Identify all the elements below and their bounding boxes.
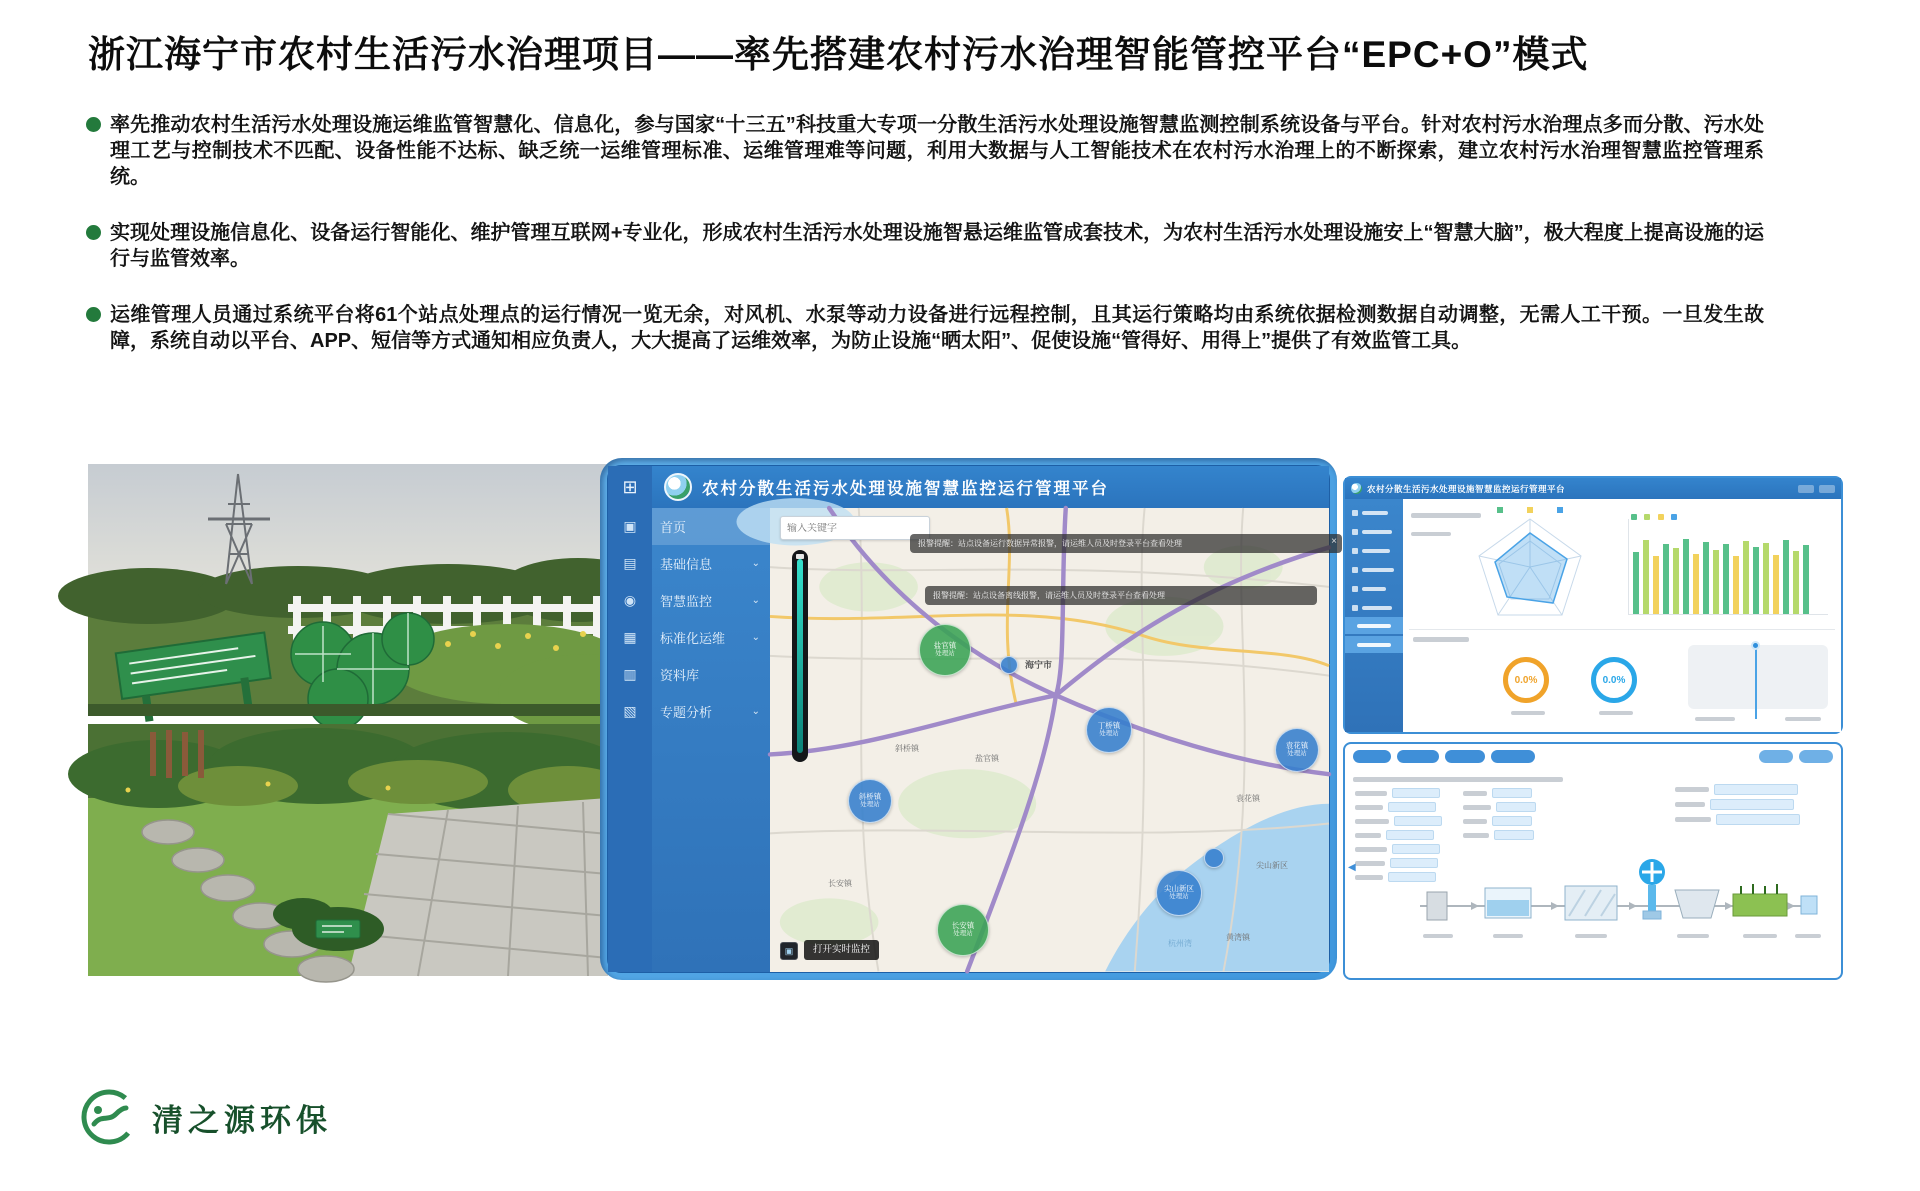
divider	[1409, 629, 1835, 630]
photo-site-fence	[88, 464, 608, 716]
platform-logo-icon	[1351, 483, 1362, 494]
alert-toast	[910, 534, 1342, 553]
home-icon[interactable]: ▣	[623, 518, 637, 534]
sidebar-menu	[652, 508, 770, 972]
brand-logo-icon	[78, 1086, 140, 1148]
gauge-value: 0.0%	[1514, 674, 1538, 686]
map-label: 海宁市	[1025, 660, 1053, 670]
marker-town: 斜桥镇	[858, 791, 882, 801]
station-marker[interactable]	[1086, 707, 1132, 753]
station-marker[interactable]	[848, 779, 892, 823]
analysis-icon[interactable]: ▧	[623, 703, 637, 719]
station-marker[interactable]	[937, 904, 989, 956]
marker-town: 丁桥镇	[1097, 720, 1121, 730]
chevron-down-icon: ⌄	[751, 558, 760, 569]
marker-sub: 处理站	[1287, 750, 1307, 758]
alert-text: 报警提醒：站点设备运行数据异常报警，请运维人员及时登录平台查看处理	[918, 539, 1182, 548]
gauge-load-2	[1591, 657, 1637, 703]
platform-title: 农村分散生活污水处理设施智慧监控运行管理平台	[702, 480, 1109, 498]
collapse-arrow-icon[interactable]: ◀	[1348, 862, 1356, 873]
map-label: 盐官镇	[975, 754, 999, 763]
chevron-down-icon: ⌄	[751, 632, 760, 643]
map-label: 尖山新区	[1256, 861, 1288, 870]
sidebar-item-basic-info[interactable]	[652, 545, 770, 582]
sidebar-item-library[interactable]	[652, 656, 770, 693]
map-label: 袁花镇	[1236, 794, 1260, 803]
bar-chart	[1628, 519, 1828, 615]
blurred-text-block	[1785, 717, 1821, 721]
blurred-text-block	[1695, 717, 1735, 721]
library-icon[interactable]: ▥	[623, 666, 637, 682]
marker-sub: 处理站	[1099, 730, 1119, 738]
bullet-text: 率先推动农村生活污水处理设施运维监管智慧化、信息化，参与国家“十三五”科技重大专项一分散生活污水处理设施智慧监测控制系统设备与平台。针对农村污水治理点多而分散、污水处理工艺与控制技术不匹配、设备性能不达标、缺乏统一运维管理标准、运维管理难等问题，利用大数据与人工智能技术在农村污水治理上的不断探索，建立农村污水治理智慧监控管理系统。	[110, 114, 1764, 188]
process-toolbar	[1345, 744, 1841, 763]
company-brand	[78, 1086, 332, 1148]
map-label: 斜桥镇	[895, 744, 919, 753]
zoom-slider[interactable]	[792, 550, 808, 762]
blurred-text-block	[1511, 711, 1545, 715]
process-flow-diagram	[1415, 856, 1825, 956]
bullet-item	[86, 302, 1764, 354]
slider-handle[interactable]	[796, 554, 804, 559]
marker-sub: 处理站	[1169, 893, 1189, 901]
chevron-down-icon: ⌄	[751, 595, 760, 606]
map-label: 杭州湾	[1168, 939, 1192, 948]
marker-town: 盐官镇	[933, 640, 957, 650]
sidebar-mini-item[interactable]	[1345, 541, 1403, 560]
level-marker-dot	[1751, 641, 1760, 650]
search-input[interactable]	[787, 523, 923, 534]
platform-screenshot	[600, 458, 1337, 980]
photo-site-fence-image	[88, 464, 608, 716]
info-icon[interactable]: ▤	[623, 555, 637, 571]
sidebar-submenu-item[interactable]	[1345, 617, 1403, 634]
chevron-down-icon: ⌄	[751, 706, 760, 717]
ops-icon[interactable]: ▦	[623, 629, 637, 645]
dashboard-screenshot	[1343, 476, 1843, 734]
platform-logo-icon	[664, 473, 692, 501]
page-title: 浙江海宁市农村生活污水治理项目——率先搭建农村污水治理智能管控平台“EPC+O”模式	[88, 34, 1589, 75]
marker-town: 袁花镇	[1285, 740, 1309, 750]
station-marker[interactable]	[919, 624, 971, 676]
level-chart	[1688, 645, 1828, 709]
data-table	[1675, 784, 1800, 829]
live-monitor-button[interactable]: 打开实时监控	[804, 940, 879, 960]
station-marker[interactable]	[1204, 848, 1224, 868]
dashboard-title: 农村分散生活污水处理设施智慧监控运行管理平台	[1367, 483, 1566, 494]
photo-site-garden	[88, 724, 608, 976]
dashboard-sidebar	[1345, 499, 1403, 732]
marker-town: 长安镇	[951, 920, 975, 930]
map-label: 长安镇	[828, 879, 852, 888]
toolbar-button[interactable]	[1491, 750, 1535, 763]
apps-grid-icon[interactable]: ⊞	[608, 466, 652, 508]
bullet-item	[86, 220, 1764, 272]
alert-toast	[925, 586, 1317, 605]
blurred-text-block	[1413, 637, 1469, 642]
dashboard-content	[1403, 499, 1841, 732]
bullet-dot-icon	[86, 307, 101, 322]
sidebar-item-label: 标准化运维	[660, 631, 726, 646]
blurred-text-block	[1599, 711, 1633, 715]
sidebar-item-label: 基础信息	[660, 557, 713, 572]
bullet-item	[86, 112, 1764, 190]
sidebar-item-label: 智慧监控	[660, 594, 713, 609]
sidebar-item-smart-monitor[interactable]	[652, 582, 770, 619]
bullet-text: 实现处理设施信息化、设备运行智能化、维护管理互联网+专业化，形成农村生活污水处理设施智悬运维监管成套技术，为农村生活污水处理设施安上“智慧大脑”，极大程度上提高设施的运行与监管效率。	[110, 222, 1764, 270]
level-marker-line	[1755, 649, 1757, 719]
marker-town: 尖山新区	[1164, 883, 1194, 893]
toolbar-button[interactable]	[1799, 750, 1833, 763]
sidebar-item-label: 专题分析	[660, 705, 713, 720]
station-form-2	[1463, 788, 1536, 844]
map-background	[770, 508, 1329, 971]
toolbar-button[interactable]	[1445, 750, 1485, 763]
header-chip[interactable]	[1798, 485, 1814, 493]
brand-name: 清之源环保	[152, 1102, 332, 1138]
sidebar-mini-item[interactable]	[1345, 579, 1403, 598]
dashboard-header	[1345, 478, 1841, 499]
sidebar-item-analysis[interactable]	[652, 693, 770, 730]
monitor-icon[interactable]: ◉	[623, 592, 637, 608]
platform-header	[608, 466, 1329, 508]
station-marker[interactable]	[1156, 870, 1202, 916]
sidebar-icon-column	[608, 508, 652, 972]
marker-sub: 处理站	[953, 930, 973, 938]
station-marker[interactable]	[1000, 656, 1018, 674]
map-label: 黄湾镇	[1226, 933, 1250, 942]
map-area[interactable]	[770, 508, 1337, 972]
toolbar-button[interactable]	[1397, 750, 1439, 763]
sidebar-item-label: 首页	[660, 520, 687, 535]
toolbar-button[interactable]	[1759, 750, 1793, 763]
bullet-list	[86, 112, 1764, 384]
sidebar-mini-item[interactable]	[1345, 560, 1403, 579]
process-screenshot	[1343, 742, 1843, 980]
photo-site-garden-image	[88, 724, 608, 976]
bullet-dot-icon	[86, 225, 101, 240]
bullet-text: 运维管理人员通过系统平台将61个站点处理点的运行情况一览无余，对风机、水泵等动力设备进行远程控制，且其运行策略均由系统依据检测数据自动调整，无需人工干预。一旦发生故障，系统自动以平台、APP、短信等方式通知相应负责人，大大提高了运维效率，为防止设施“晒太阳”、促使设施“管得好、用得上”提供了有效监管工具。	[110, 304, 1764, 352]
map-search[interactable]	[780, 516, 930, 540]
sidebar-item-label: 资料库	[660, 668, 700, 683]
close-icon[interactable]: ×	[1331, 536, 1337, 547]
gauge-load-1	[1503, 657, 1549, 703]
sidebar-mini-item[interactable]	[1345, 522, 1403, 541]
sidebar-mini-item[interactable]	[1345, 598, 1403, 617]
layer-toggle-icon[interactable]: ▣	[780, 942, 798, 960]
sidebar-submenu-item[interactable]	[1345, 636, 1403, 653]
sidebar-mini-item[interactable]	[1345, 503, 1403, 522]
radar-chart	[1455, 507, 1605, 625]
marker-sub: 处理站	[860, 801, 880, 809]
marker-sub: 处理站	[935, 650, 955, 658]
alert-text: 报警提醒：站点设备离线报警，请运维人员及时登录平台查看处理	[933, 591, 1165, 600]
bullet-dot-icon	[86, 117, 101, 132]
toolbar-button[interactable]	[1353, 750, 1391, 763]
sidebar-item-standard-ops[interactable]	[652, 619, 770, 656]
station-marker[interactable]	[1275, 728, 1319, 772]
header-chip[interactable]	[1819, 485, 1835, 493]
gauge-value: 0.0%	[1602, 674, 1626, 686]
slider-track	[797, 559, 803, 753]
